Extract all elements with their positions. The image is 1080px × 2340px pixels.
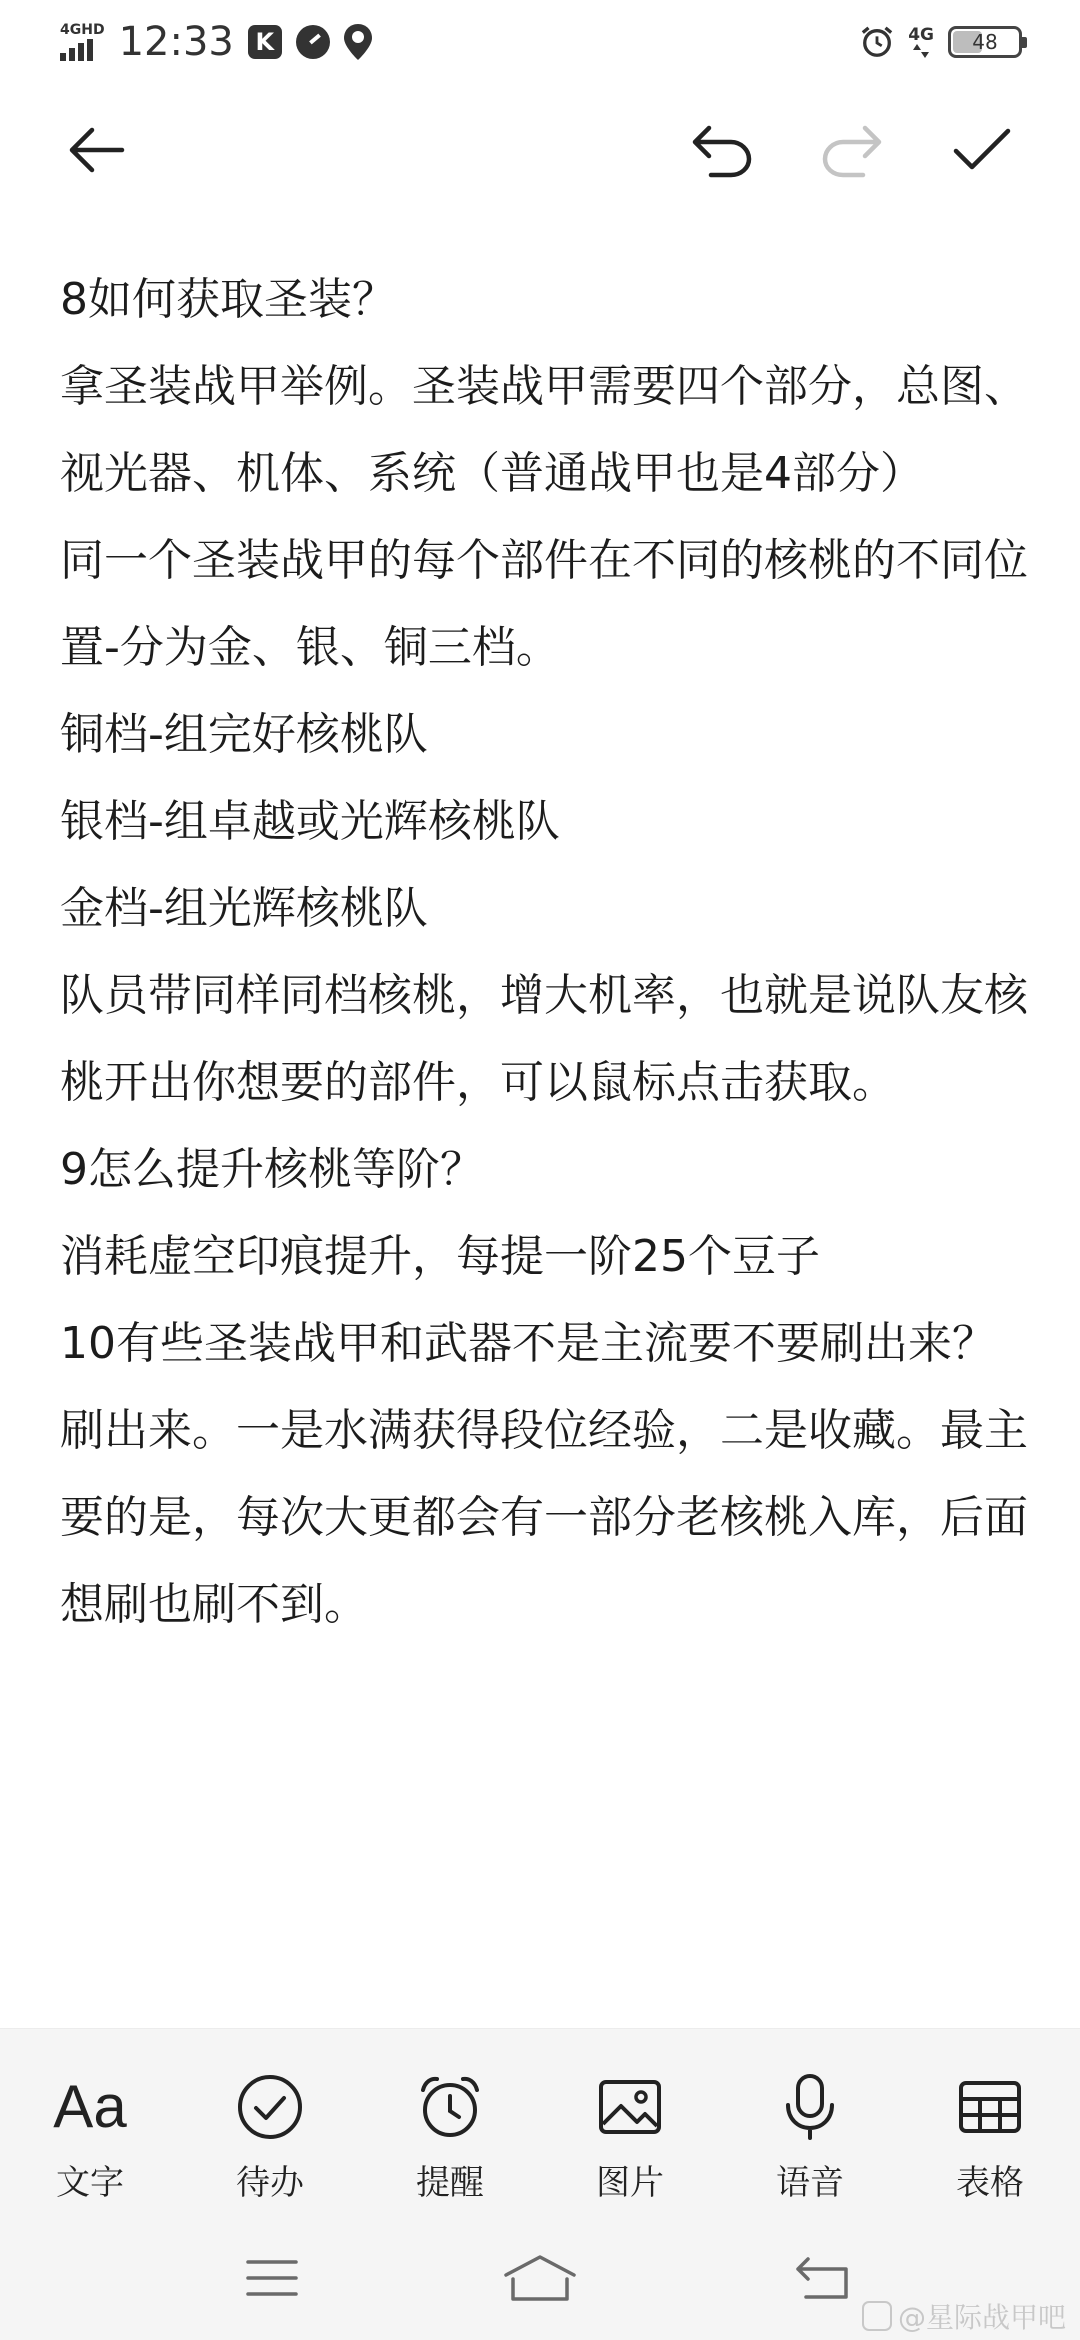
voice-label: 语音 [776, 2163, 844, 2203]
recent-apps-button[interactable] [232, 2246, 312, 2310]
voice-button[interactable] [720, 2029, 900, 2216]
back-nav-icon [794, 2255, 854, 2301]
undo-icon [689, 122, 755, 178]
text-format-glyph: Aa [53, 2073, 127, 2140]
back-button[interactable] [46, 100, 146, 200]
status-bar [0, 0, 1080, 84]
note-paragraph: 拿圣装战甲举例。圣装战甲需要四个部分，总图、视光器、机体、系统（普通战甲也是4部分） [60, 361, 1028, 499]
note-paragraph: 刷出来。一是水满获得段位经验，二是收藏。最主要的是，每次大更都会有一部分老核桃入库，后面想刷也刷不到。 [60, 1405, 1028, 1630]
done-button[interactable] [932, 100, 1032, 200]
battery-level: 48 [972, 30, 998, 54]
text-format-label: 文字 [56, 2163, 124, 2203]
undo-button[interactable] [672, 100, 772, 200]
note-paragraph: 队员带同样同档核桃，增大机率，也就是说队友核桃开出你想要的部件，可以鼠标点击获取。 [60, 970, 1028, 1108]
status-bar-left [60, 16, 372, 68]
data-arrows-icon [913, 44, 929, 58]
table-icon [957, 2067, 1023, 2147]
back-nav-button[interactable] [784, 2246, 864, 2310]
todo-check-icon [237, 2067, 303, 2147]
note-paragraph: 9怎么提升核桃等阶？ [60, 1144, 484, 1195]
speed-dial-icon [296, 25, 330, 59]
watermark [862, 2296, 1066, 2336]
note-paragraph: 8如何获取圣装？ [60, 274, 396, 325]
text-format-button[interactable] [0, 2029, 180, 2216]
table-label: 表格 [956, 2163, 1024, 2203]
home-icon [503, 2253, 577, 2303]
text-format-icon [53, 2067, 126, 2147]
clock-time: 12:33 [118, 19, 234, 65]
battery-icon [948, 26, 1022, 58]
image-icon [597, 2067, 663, 2147]
mobile-data-indicator [908, 24, 934, 58]
note-paragraph: 银档-组卓越或光辉核桃队 [60, 796, 560, 847]
format-toolbar [0, 2028, 1080, 2216]
signal-indicator [60, 23, 105, 61]
note-paragraph: 同一个圣装战甲的每个部件在不同的核桃的不同位置-分为金、银、铜三档。 [60, 535, 1028, 673]
note-paragraph: 金档-组光辉核桃队 [60, 883, 428, 934]
location-pin-icon [344, 24, 372, 60]
watermark-logo-icon [862, 2301, 892, 2331]
system-navigation-bar [0, 2216, 1080, 2340]
image-label: 图片 [596, 2163, 664, 2203]
alarm-clock-icon [860, 25, 894, 59]
redo-button[interactable] [802, 100, 902, 200]
todo-label: 待办 [236, 2163, 304, 2203]
note-body[interactable] [60, 256, 1030, 1648]
table-button[interactable] [900, 2029, 1080, 2216]
image-button[interactable] [540, 2029, 720, 2216]
alarm-clock-icon [417, 2067, 483, 2147]
microphone-icon [782, 2067, 838, 2147]
note-paragraph: 10有些圣装战甲和武器不是主流要不要刷出来？ [60, 1318, 996, 1369]
home-button[interactable] [500, 2246, 580, 2310]
network-type-4g: 4G [908, 24, 934, 45]
checkmark-icon [952, 125, 1012, 175]
watermark-text: @星际战甲吧 [897, 2301, 1066, 2334]
note-toolbar [0, 100, 1080, 200]
app-k-icon: K [248, 25, 282, 59]
menu-lines-icon [245, 2256, 299, 2300]
reminder-label: 提醒 [416, 2163, 484, 2203]
status-bar-right [860, 18, 1022, 66]
reminder-button[interactable] [360, 2029, 540, 2216]
note-paragraph: 铜档-组完好核桃队 [60, 709, 428, 760]
signal-bars-icon [60, 39, 93, 61]
redo-icon [819, 122, 885, 178]
arrow-left-icon [66, 125, 126, 175]
network-type-label: 4GHD [60, 22, 105, 38]
todo-button[interactable] [180, 2029, 360, 2216]
note-paragraph: 消耗虚空印痕提升，每提一阶25个豆子 [60, 1231, 820, 1282]
